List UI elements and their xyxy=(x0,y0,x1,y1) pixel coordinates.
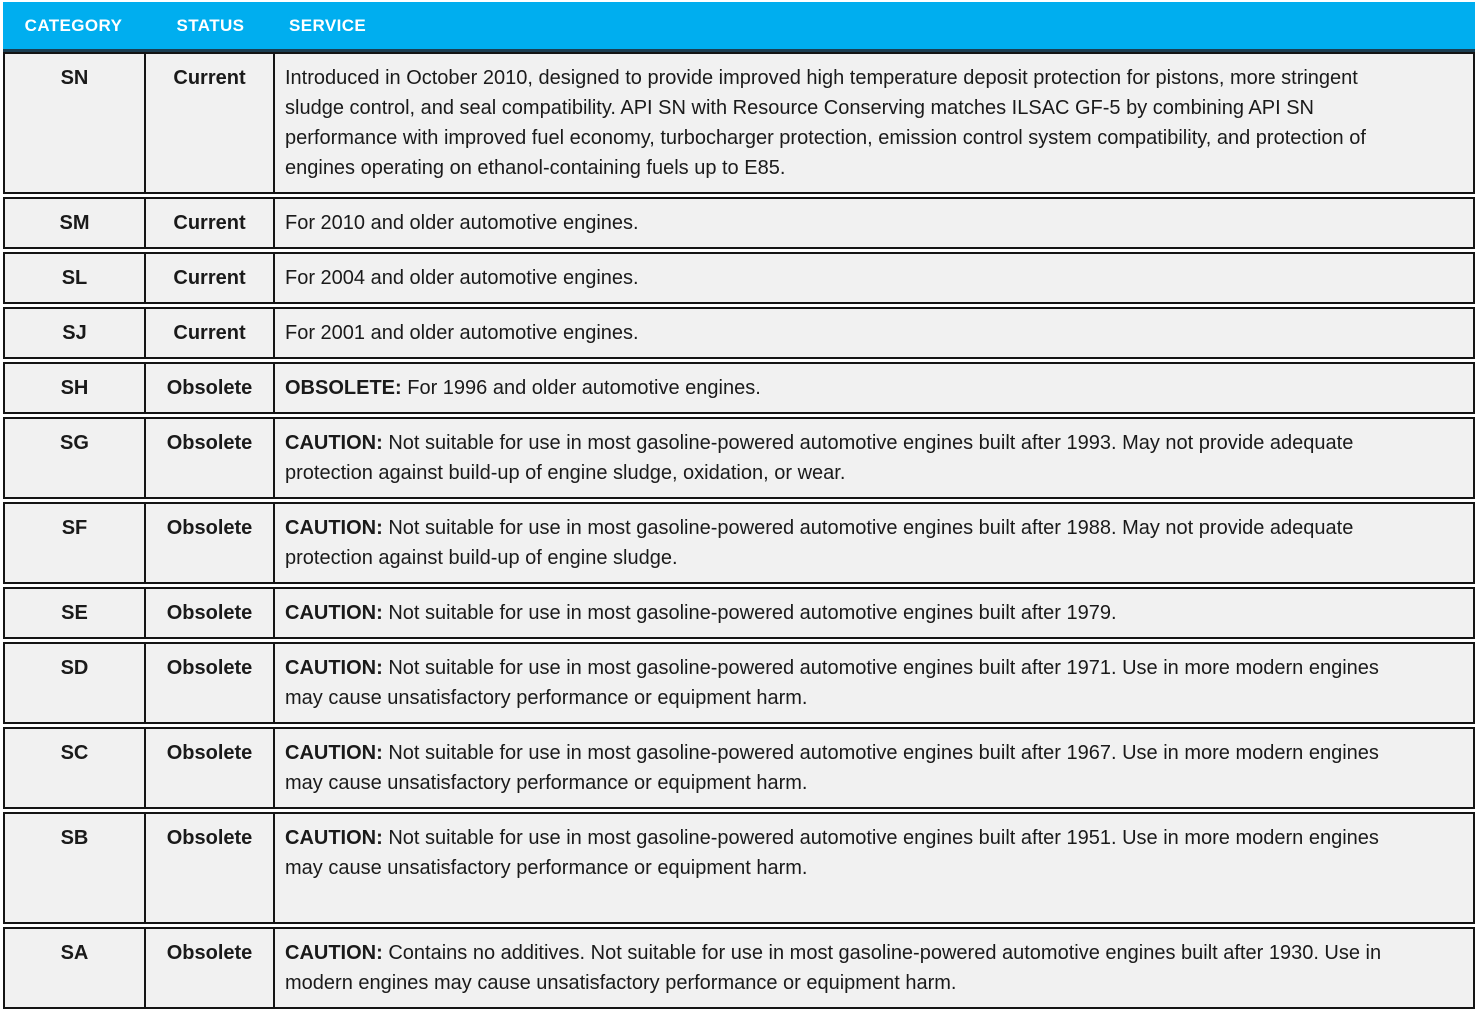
category-cell: SD xyxy=(60,657,89,679)
status-cell: Obsolete xyxy=(144,929,275,1007)
table-row-sl xyxy=(3,252,1475,304)
service-warning-prefix: CAUTION: xyxy=(285,742,383,764)
service-text: Not suitable for use in most gasoline-powered automotive engines built after 1967. Use in more modern engines may cause unsatisfactory performance or equipment harm. xyxy=(285,742,1379,794)
status-cell: Current xyxy=(144,254,275,302)
service-cell xyxy=(275,254,1473,302)
table-body xyxy=(3,52,1475,1009)
table-row-sm xyxy=(3,197,1475,249)
service-warning-prefix: CAUTION: xyxy=(285,827,383,849)
table-row-sh xyxy=(3,362,1475,414)
column-header-category: CATEGORY xyxy=(24,15,123,35)
status-cell: Obsolete xyxy=(144,504,275,582)
service-warning-prefix: CAUTION: xyxy=(285,942,383,964)
service-warning-prefix: CAUTION: xyxy=(285,602,383,624)
status-cell: Current xyxy=(144,309,275,357)
status-cell: Obsolete xyxy=(144,729,275,807)
table-row-sb xyxy=(3,812,1475,924)
category-cell: SL xyxy=(61,267,88,289)
category-cell: SF xyxy=(61,517,88,539)
status-cell: Obsolete xyxy=(144,419,275,497)
service-cell xyxy=(275,814,1473,922)
status-cell: Obsolete xyxy=(144,814,275,922)
service-text: For 2004 and older automotive engines. xyxy=(285,267,639,289)
service-cell xyxy=(275,54,1473,192)
status-cell: Current xyxy=(144,199,275,247)
service-warning-prefix: CAUTION: xyxy=(285,432,383,454)
service-cell xyxy=(275,644,1473,722)
category-cell: SJ xyxy=(62,322,87,344)
category-cell: SG xyxy=(60,432,89,454)
api-oil-service-category-table xyxy=(3,2,1475,1009)
service-warning-prefix: OBSOLETE: xyxy=(285,377,402,399)
service-cell xyxy=(275,589,1473,637)
column-header-service: SERVICE xyxy=(289,15,367,35)
service-warning-prefix: CAUTION: xyxy=(285,657,383,679)
service-cell xyxy=(275,364,1473,412)
service-text: For 2001 and older automotive engines. xyxy=(285,322,639,344)
category-cell: SN xyxy=(60,67,89,89)
service-text: Not suitable for use in most gasoline-powered automotive engines built after 1988. May not provide adequate protection against build-up of engine sludge. xyxy=(285,517,1354,569)
table-row-sd xyxy=(3,642,1475,724)
service-text: Not suitable for use in most gasoline-powered automotive engines built after 1993. May not provide adequate protection against build-up of engine sludge, oxidation, or wear. xyxy=(285,432,1354,484)
category-cell: SE xyxy=(61,602,88,624)
column-header-status: STATUS xyxy=(176,15,245,35)
service-cell xyxy=(275,929,1473,1007)
service-cell xyxy=(275,729,1473,807)
status-cell: Current xyxy=(144,54,275,192)
service-text: Not suitable for use in most gasoline-powered automotive engines built after 1971. Use in more modern engines may cause unsatisfactory performance or equipment harm. xyxy=(285,657,1379,709)
service-text: Not suitable for use in most gasoline-powered automotive engines built after 1979. xyxy=(382,602,1117,624)
service-cell xyxy=(275,199,1473,247)
table-header-row xyxy=(3,2,1475,52)
category-cell: SM xyxy=(59,212,90,234)
status-cell: Obsolete xyxy=(144,364,275,412)
service-warning-prefix: CAUTION: xyxy=(285,517,383,539)
service-text: For 1996 and older automotive engines. xyxy=(401,377,761,399)
service-text: Not suitable for use in most gasoline-powered automotive engines built after 1951. Use in more modern engines may cause unsatisfactory performance or equipment harm. xyxy=(285,827,1379,879)
service-cell xyxy=(275,419,1473,497)
table-row-sn xyxy=(3,52,1475,194)
table-row-sg xyxy=(3,417,1475,499)
service-cell xyxy=(275,504,1473,582)
service-text: Contains no additives. Not suitable for use in most gasoline-powered automotive engines built after 1930. Use in modern engines may cause unsatisfactory performance or equipment harm. xyxy=(285,942,1382,994)
service-text: For 2010 and older automotive engines. xyxy=(285,212,639,234)
table-row-se xyxy=(3,587,1475,639)
table-row-sa xyxy=(3,927,1475,1009)
table-row-sj xyxy=(3,307,1475,359)
category-cell: SA xyxy=(60,942,89,964)
category-cell: SB xyxy=(60,827,89,849)
status-cell: Obsolete xyxy=(144,589,275,637)
category-cell: SC xyxy=(60,742,89,764)
category-cell: SH xyxy=(60,377,89,399)
service-cell xyxy=(275,309,1473,357)
status-cell: Obsolete xyxy=(144,644,275,722)
service-text: Introduced in October 2010, designed to provide improved high temperature deposit protection for pistons, more stringent sludge control, and seal compatibility. API SN with Resource Conserving matches ILSAC GF-5 by combining API SN performance with improved fuel economy, turbocharger protection, emission control system compatibility, and protection of engines operating on ethanol-containing fuels up to E85. xyxy=(285,67,1366,179)
table-row-sf xyxy=(3,502,1475,584)
table-row-sc xyxy=(3,727,1475,809)
